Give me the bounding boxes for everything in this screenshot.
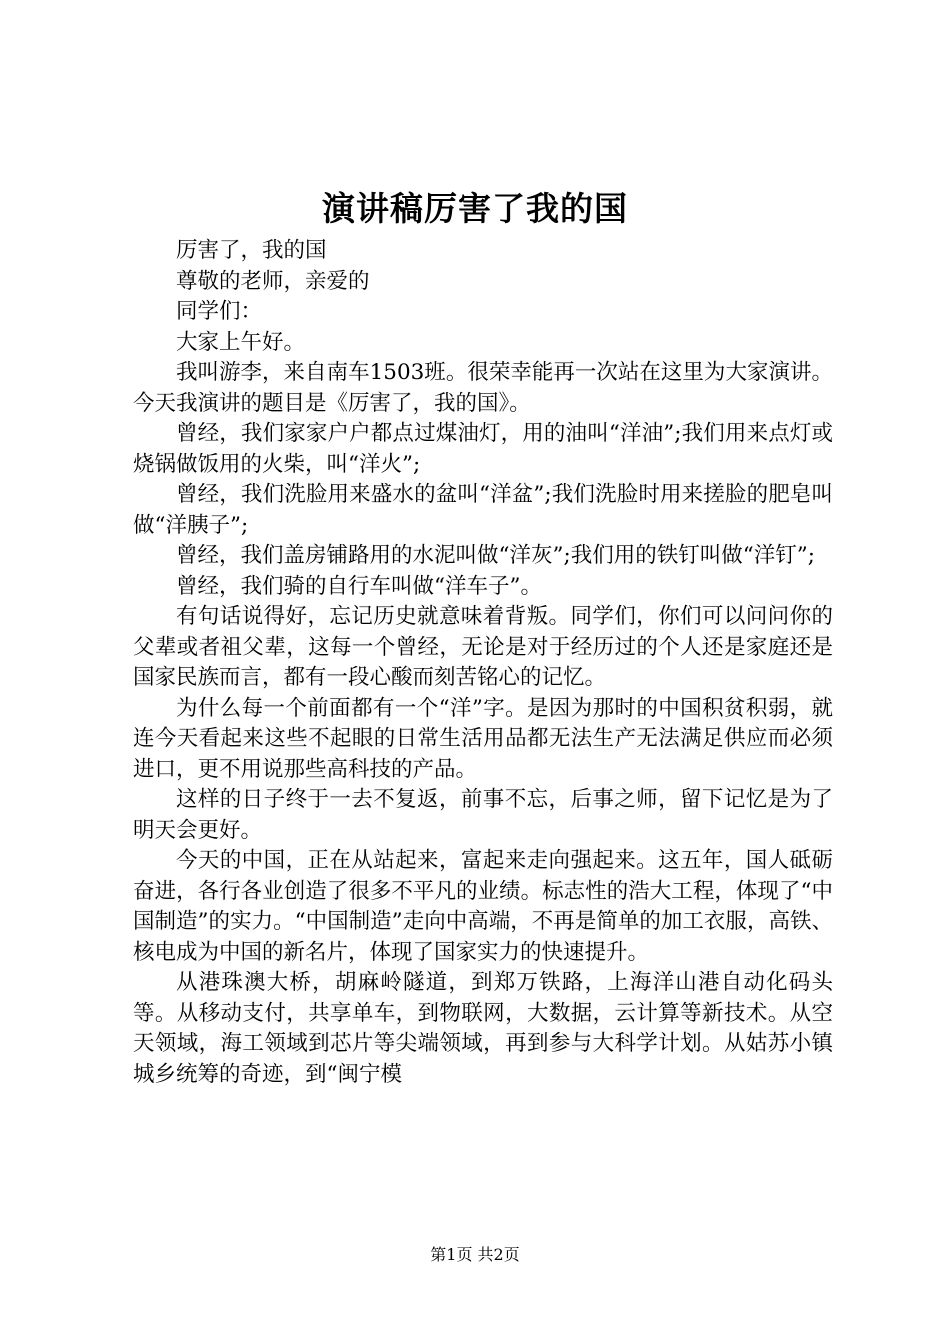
paragraph: 同学们： [176,299,263,324]
paragraph: 这样的日子终于一去不复返，前事不忘，后事之师，留下记忆是为了明天会更好。 [133,787,833,843]
paragraph: 厉害了，我的国 [176,238,327,263]
paragraph: 曾经，我们骑的自行车叫做“洋车子”。 [176,573,542,599]
paragraph: 曾经，我们家家户户都点过煤油灯，用的油叫“洋油”;我们用来点灯或烧锅做饭用的火柴，叫“洋火”; [133,421,833,477]
paragraph: 曾经，我们盖房铺路用的水泥叫做“洋灰”;我们用的铁钉叫做“洋钉”; [176,543,815,568]
paragraph: 曾经，我们洗脸用来盛水的盆叫“洋盆”;我们洗脸时用来搓脸的肥皂叫做“洋胰子”; [133,482,833,538]
paragraph: 有句话说得好，忘记历史就意味着背叛。同学们，你们可以问问你的父辈或者祖父辈，这每一个曾经，无论是对于经历过的个人还是家庭还是国家民族而言，都有一段心酸而刻苦铭心的记忆。 [133,604,833,690]
page-number-footer: 第1页 共2页 [430,1245,520,1264]
paragraph: 尊敬的老师，亲爱的 [176,268,370,294]
paragraph: 大家上午好。 [176,329,306,355]
document-title: 演讲稿厉害了我的国 [322,189,628,228]
document-body [133,236,833,1090]
paragraph: 为什么每一个前面都有一个“洋”字。是因为那时的中国积贫积弱，就连今天看起来这些不起眼的日常生活用品都无法生产无法满足供应而必须进口，更不用说那些高科技的产品。 [133,695,833,782]
paragraph: 从港珠澳大桥，胡麻岭隧道，到郑万铁路，上海洋山港自动化码头等。从移动支付，共享单车，到物联网，大数据，云计算等新技术。从空天领域，海工领域到芯片等尖端领域，再到参与大科学计划。从姑苏小镇城乡统筹的奇迹，到“闽宁模 [133,970,833,1087]
paragraph: 今天的中国，正在从站起来，富起来走向强起来。这五年，国人砥砺奋进，各行各业创造了很多不平凡的业绩。标志性的浩大工程，体现了“中国制造”的实力。“中国制造”走向中高端，不再是简单的加工衣服，高铁、核电成为中国的新名片，体现了国家实力的快速提升。 [133,848,833,965]
paragraph: 我叫游李，来自南车1503班。很荣幸能再一次站在这里为大家演讲。今天我演讲的题目是《厉害了，我的国》。 [133,360,833,416]
